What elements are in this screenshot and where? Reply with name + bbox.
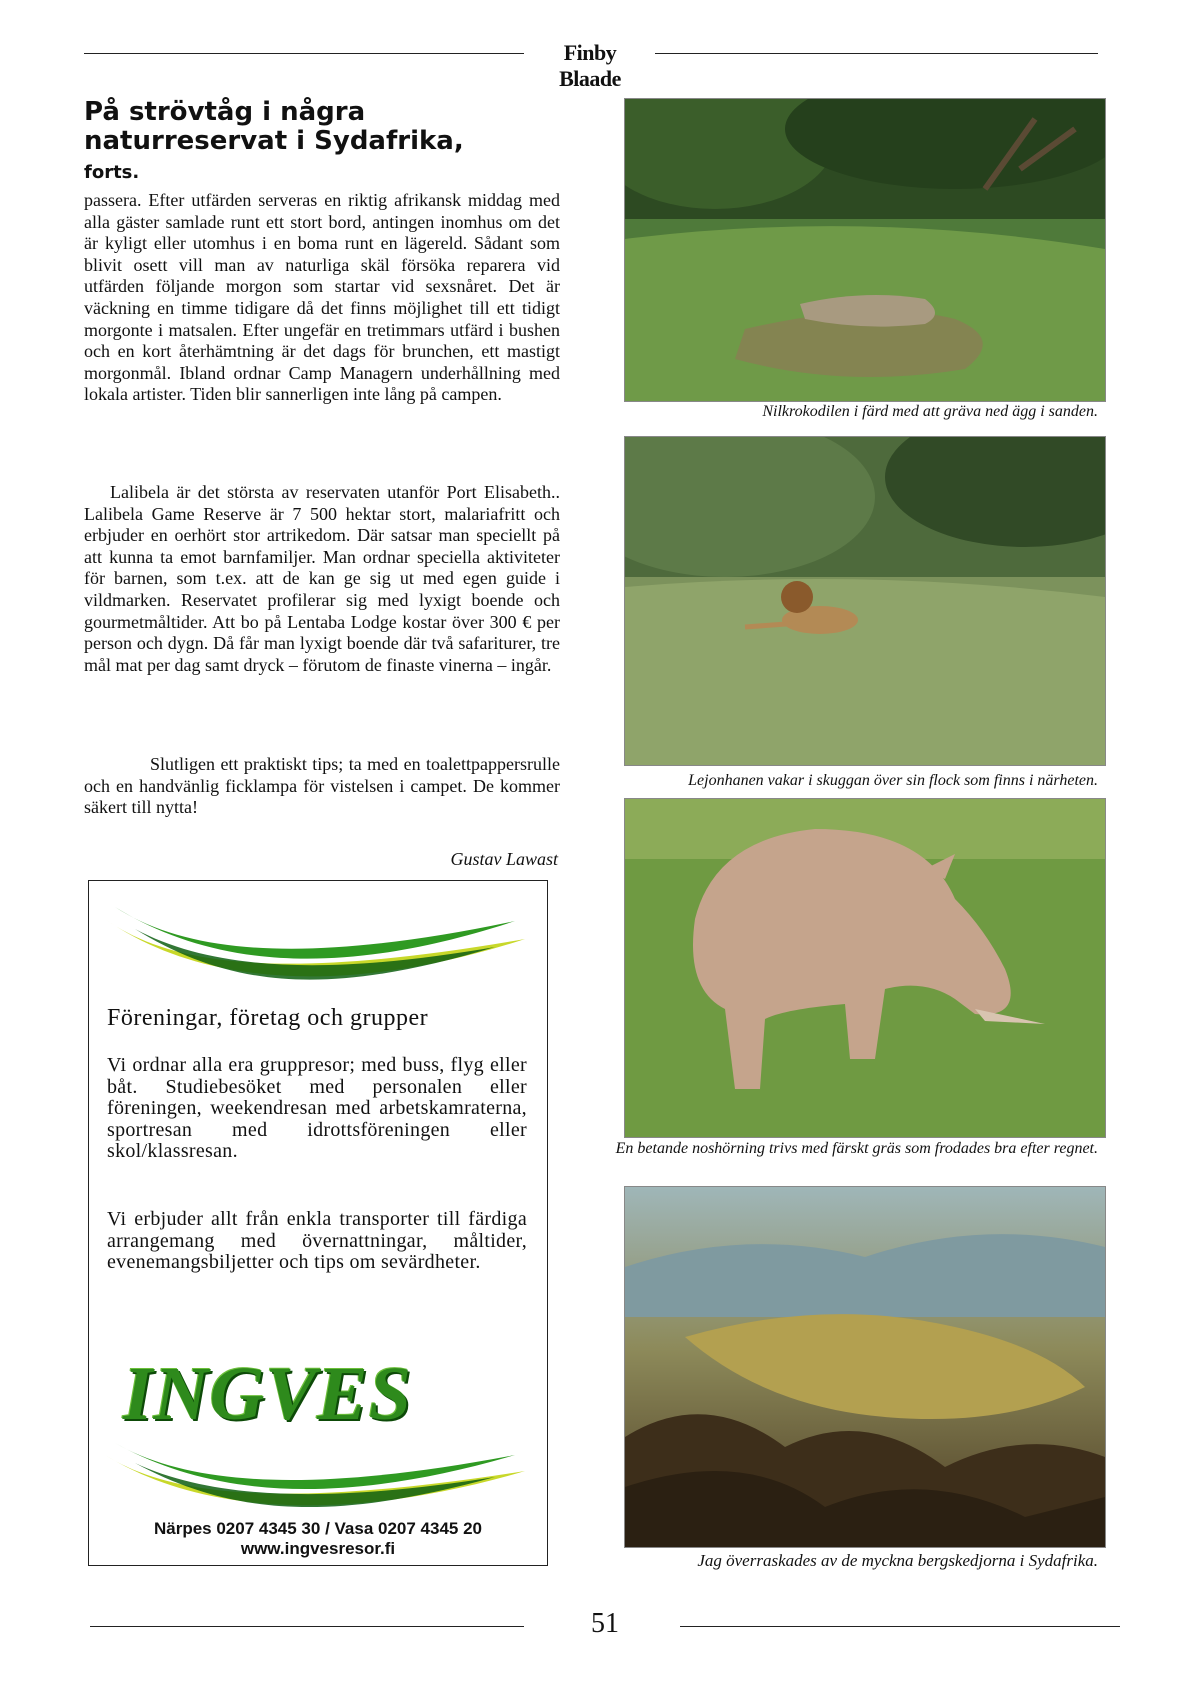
ad-heading: Föreningar, företag och grupper xyxy=(107,1005,429,1031)
ad-paragraph-text: Vi erbjuder allt från enkla transporter till färdiga arrangemang med övernattningar, måltider, evenemangsbiljetter och tips om sevärdheter. xyxy=(107,1208,527,1273)
photo-caption-3: En betande noshörning trivs med färskt gräs som frodades bra efter regnet. xyxy=(615,1140,1098,1157)
lion-photo xyxy=(624,436,1106,766)
footer-rule-right xyxy=(680,1626,1120,1627)
page-number: 51 xyxy=(591,1608,619,1639)
mountains-photo xyxy=(624,1186,1106,1548)
article-paragraph-3 xyxy=(84,754,560,819)
photo-caption-1: Nilkrokodilen i färd med att gräva ned ägg i sanden. xyxy=(762,403,1098,420)
article-paragraph-2 xyxy=(84,482,560,676)
article-title-suffix: forts. xyxy=(84,162,140,183)
publication-title: Finby Blaade xyxy=(559,40,621,91)
header-rule-left xyxy=(84,53,524,54)
ad-paragraph-text: Vi ordnar alla era gruppresor; med buss, flyg eller båt. Studiebesöket med personalen eller föreningen, weekendresan med arbetskamraterna, sportresan med idrottsföreningen eller skol/klassresan. xyxy=(107,1054,527,1162)
footer-rule-left xyxy=(90,1626,524,1627)
photo-caption-4: Jag överraskades av de myckna bergskedjorna i Sydafrika. xyxy=(697,1551,1098,1570)
ad-paragraph-2 xyxy=(107,1209,527,1274)
rhino-photo xyxy=(624,798,1106,1138)
swoosh-logo-top xyxy=(95,899,535,989)
article-title-main: På strövtåg i några naturreservat i Sydafrika, xyxy=(84,97,464,156)
paragraph-text: passera. Efter utfärden serveras en riktig afrikansk middag med alla gäster samlade runt ett stort bord, antingen inomhus om det är kyligt eller utomhus i en boma runt en lägereld. Sådant som blivit osett vill man av naturliga skäl försöka reparera vid utfärden följande morgon som startar vid sexsnåret. Det är väckning en timme tidigare då det finns möjlighet till ett tidigt morgonte i matsalen. Efter ungefär en tretimmars utfärd i bushen och en kort återhämtning är det dags för brunchen, ett mastigt morgonmål. Ibland ordnar Camp Managern underhållning med lokala artister. Tiden blir sannerligen inte lång på campen. xyxy=(84,190,560,405)
ingves-logo-text: INGVES xyxy=(123,1352,412,1436)
article-paragraph-1 xyxy=(84,190,560,406)
ad-contact xyxy=(89,1519,547,1559)
swoosh-logo-bottom xyxy=(95,1437,535,1517)
ad-phone-numbers: Närpes 0207 4345 30 / Vasa 0207 4345 20 xyxy=(153,1519,482,1538)
paragraph-text: Lalibela är det största av reservaten utanför Port Elisabeth.. Lalibela Game Reserve är 7 500 hektar stort, malariafritt och erbjuder en oerhört stor artrikedom. Där satsar man speciellt på att kunna ta emot barnfamiljer. Man ordnar speciella aktiviteter för barnen, som t.ex. att de kan ge sig ut med egen guide i vildmarken. Reservatet profilerar sig med lyxigt boende och gourmetmåltider. Att bo på Lentaba Lodge kostar över 300 € per person och dygn. Då får man lyxigt boende där två safariturer, tre mål mat per dag samt dryck – förutom de finaste vinerna – ingår. xyxy=(84,482,560,675)
article-title xyxy=(84,98,514,187)
paragraph-text: Slutligen ett praktiskt tips; ta med en toalettpappersrulle och en handvänlig ficklampa för vistelsen i campet. De kommer säkert till nytta! xyxy=(84,754,560,818)
photo-caption-2: Lejonhanen vakar i skuggan över sin flock som finns i närheten. xyxy=(688,772,1098,789)
author-byline: Gustav Lawast xyxy=(450,849,558,869)
crocodile-photo xyxy=(624,98,1106,402)
header-rule-right xyxy=(655,53,1098,54)
ad-website: www.ingvesresor.fi xyxy=(240,1539,396,1558)
ad-paragraph-1 xyxy=(107,1055,527,1163)
ingves-advertisement xyxy=(88,880,548,1566)
